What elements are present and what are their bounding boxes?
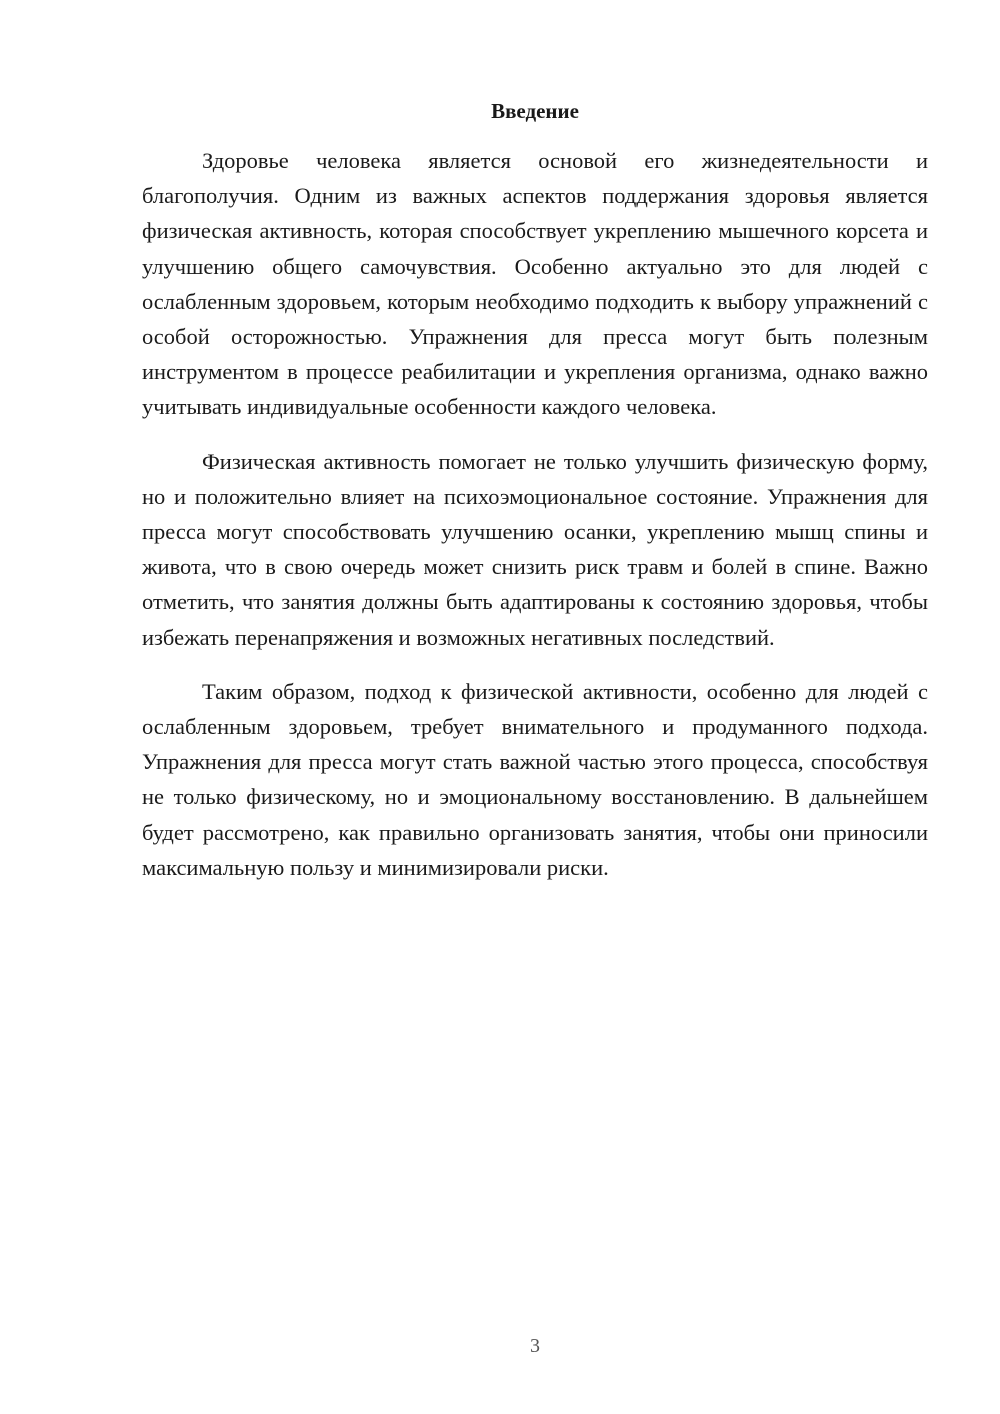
section-title: Введение — [491, 99, 579, 123]
paragraph-1: Здоровье человека является основой его жизнедеятельности и благополучия. Одним из важных аспектов поддержания здоровья является физическая активность, которая способствует укреплению мышечного корсета и улучшению общего самочувствия. Особенно актуально это для людей с ослабленным здоровьем, которым необходимо подходить к выбору упражнений с особой осторожностью. Упражнения для пресса могут быть полезным инструментом в процессе реабилитации и укрепления организма, однако важно учитывать индивидуальные особенности каждого человека. — [142, 148, 928, 420]
paragraph-2: Физическая активность помогает не только улучшить физическую форму, но и положительно влияет на психоэмоциональное состояние. Упражнения для пресса могут способствовать улучшению осанки, укреплению мышц спины и живота, что в свою очередь может снизить риск травм и болей в спине. Важно отметить, что занятия должны быть адаптированы к состоянию здоровья, чтобы избежать перенапряжения и возможных негативных последствий. — [142, 448, 928, 650]
paragraph-3: Таким образом, подход к физической активности, особенно для людей с ослабленным здоровьем, требует внимательного и продуманного подхода. Упражнения для пресса могут стать важной частью этого процесса, способствуя не только физическому, но и эмоциональному восстановлению. В дальнейшем будет рассмотрено, как правильно организовать занятия, чтобы они приносили максимальную пользу и минимизировали риски. — [142, 678, 928, 880]
body-text — [142, 143, 928, 904]
page-number: 3 — [530, 1335, 540, 1357]
